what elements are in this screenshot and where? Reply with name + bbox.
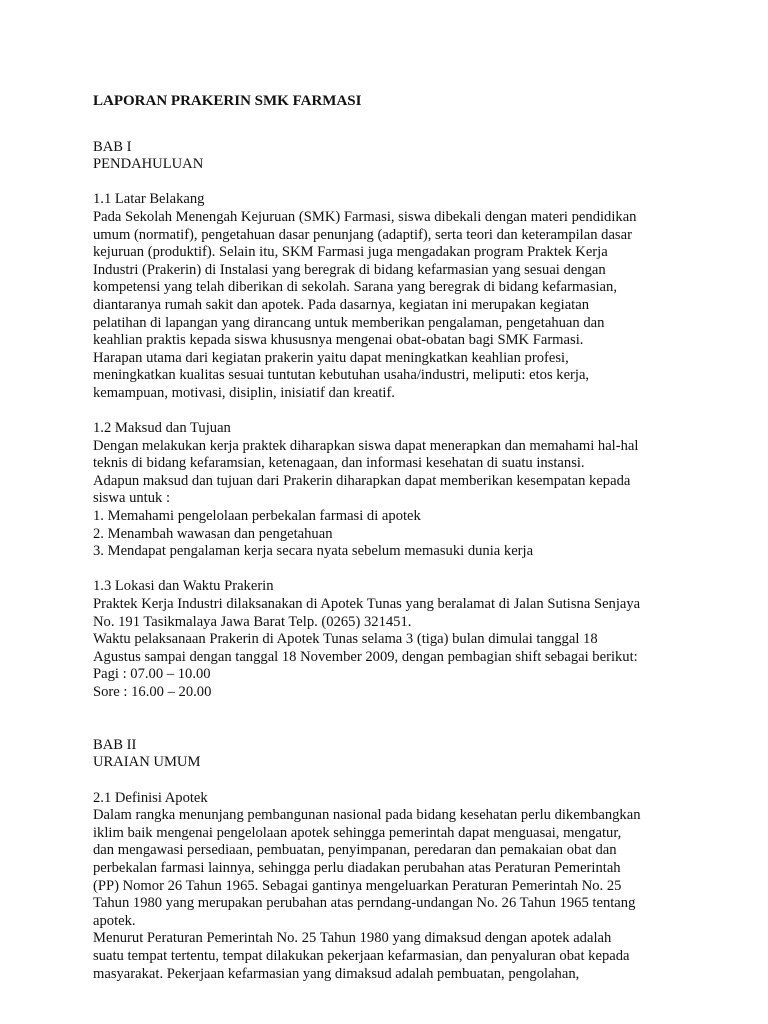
section-1-1-line: Pada Sekolah Menengah Kejuruan (SMK) Farmasi, siswa dibekali dengan materi pendidikan (93, 208, 637, 225)
spacer (93, 702, 693, 737)
section-2-1-line: apotek. (93, 912, 136, 929)
section-1-3-line: Waktu pelaksanaan Prakerin di Apotek Tunas selama 3 (tiga) bulan dimulai tanggal 18 (93, 631, 598, 648)
section-2-1-line: dan mengawasi persediaan, pembuatan, penyimpanan, peredaran dan pemakaian obat dan (93, 842, 617, 859)
section-1-2-line: Dengan melakukan kerja praktek diharapkan siswa dapat menerapkan dan memahami hal-hal (93, 437, 639, 454)
bab2-label: BAB II (93, 736, 137, 753)
section-2-1-line: suatu tempat tertentu, tempat dilakukan pekerjaan kefarmasian, dan penyaluran obat kepada (93, 947, 630, 964)
section-1-2-line: siswa untuk : (93, 490, 171, 507)
bab1-label: BAB I (93, 138, 132, 155)
section-2-1-line: perbekalan farmasi lainnya, sehingga perlu diadakan perubahan atas Peraturan Pemerintah (93, 859, 621, 876)
section-2-1-line: iklim baik mengenai pengelolaan apotek sehingga pemerintah dapat menguasai, mengatur, (93, 824, 622, 841)
section-1-1-line: kemampuan, motivasi, disiplin, inisiatif dan kreatif. (93, 384, 395, 401)
section-1-1-line: Industri (Prakerin) di Instalasi yang beregrak di bidang kefarmasian yang sesuai dengan (93, 261, 606, 278)
section-2-1-line: masyarakat. Pekerjaan kefarmasian yang dimaksud adalah pembuatan, pengolahan, (93, 965, 580, 982)
section-2-1-heading: 2.1 Definisi Apotek (93, 789, 208, 806)
shift-pagi: Pagi : 07.00 – 10.00 (93, 666, 211, 683)
section-2-1-line: Dalam rangka menunjang pembangunan nasional pada bidang kesehatan perlu dikembangkan (93, 807, 641, 824)
spacer (93, 403, 693, 421)
section-1-1-line: diantaranya rumah sakit dan apotek. Pada dasarnya, kegiatan ini merupakan kegiatan (93, 296, 589, 313)
section-1-1-line: umum (normatif), pengetahuan dasar penunjang (adaptif), serta teori dan keterampilan dasar (93, 226, 632, 243)
list-item: 1. Memahami pengelolaan perbekalan farmasi di apotek (93, 508, 421, 525)
section-1-3-heading: 1.3 Lokasi dan Waktu Prakerin (93, 578, 274, 595)
section-1-1-line: kompetensi yang telah diberikan di sekolah. Sarana yang beregrak di bidang kefarmasian, (93, 279, 617, 296)
section-1-2-line: Adapun maksud dan tujuan dari Prakerin diharapkan dapat memberikan kesempatan kepada (93, 472, 631, 489)
bab1-heading: PENDAHULUAN (93, 156, 204, 173)
document-page (93, 92, 693, 983)
section-1-1-line: Harapan utama dari kegiatan prakerin yaitu dapat meningkatkan keahlian profesi, (93, 349, 569, 366)
section-1-1-line: keahlian praktis kepada siswa khususnya mengenai obat-obatan bagi SMK Farmasi. (93, 332, 584, 349)
bab2-heading: URAIAN UMUM (93, 754, 201, 771)
section-1-1-line: meningkatkan kualitas sesuai tuntutan kebutuhan usaha/industri, meliputi: etos kerja, (93, 367, 590, 384)
section-1-3-line: Agustus sampai dengan tanggal 18 November 2009, dengan pembagian shift sebagai berikut: (93, 648, 638, 665)
list-item: 3. Mendapat pengalaman kerja secara nyata sebelum memasuki dunia kerja (93, 543, 534, 560)
section-1-2-line: teknis di bidang kefaramsian, ketenagaan, dan informasi kesehatan di suatu instansi. (93, 455, 585, 472)
section-1-1-line: kejuruan (produktif). Selain itu, SKM Farmasi juga mengadakan program Praktek Kerja (93, 244, 608, 261)
spacer (93, 174, 693, 192)
document-title: LAPORAN PRAKERIN SMK FARMASI (93, 93, 362, 109)
list-item: 2. Menambah wawasan dan pengetahuan (93, 525, 333, 542)
section-1-2-heading: 1.2 Maksud dan Tujuan (93, 420, 231, 437)
section-2-1-line: Menurut Peraturan Pemerintah No. 25 Tahun 1980 yang dimaksud dengan apotek adalah (93, 930, 612, 947)
section-1-1-heading: 1.1 Latar Belakang (93, 191, 205, 208)
section-1-3-line: Praktek Kerja Industri dilaksanakan di Apotek Tunas yang beralamat di Jalan Sutisna Senjaya (93, 596, 641, 613)
section-1-1-line: pelatihan di lapangan yang dirancang untuk memberikan pengalaman, pengetahuan dan (93, 314, 605, 331)
section-2-1-line: (PP) Nomor 26 Tahun 1965. Sebagai gantinya mengeluarkan Peraturan Pemerintah No. 25 (93, 877, 622, 894)
shift-sore: Sore : 16.00 – 20.00 (93, 684, 212, 700)
spacer (93, 121, 693, 139)
spacer (93, 561, 693, 579)
section-2-1-line: Tahun 1980 yang merupakan perubahan atas perndang-undangan No. 26 Tahun 1965 tentang (93, 895, 636, 912)
section-1-3-line: No. 191 Tasikmalaya Jawa Barat Telp. (0265) 321451. (93, 613, 412, 630)
spacer (93, 772, 693, 790)
